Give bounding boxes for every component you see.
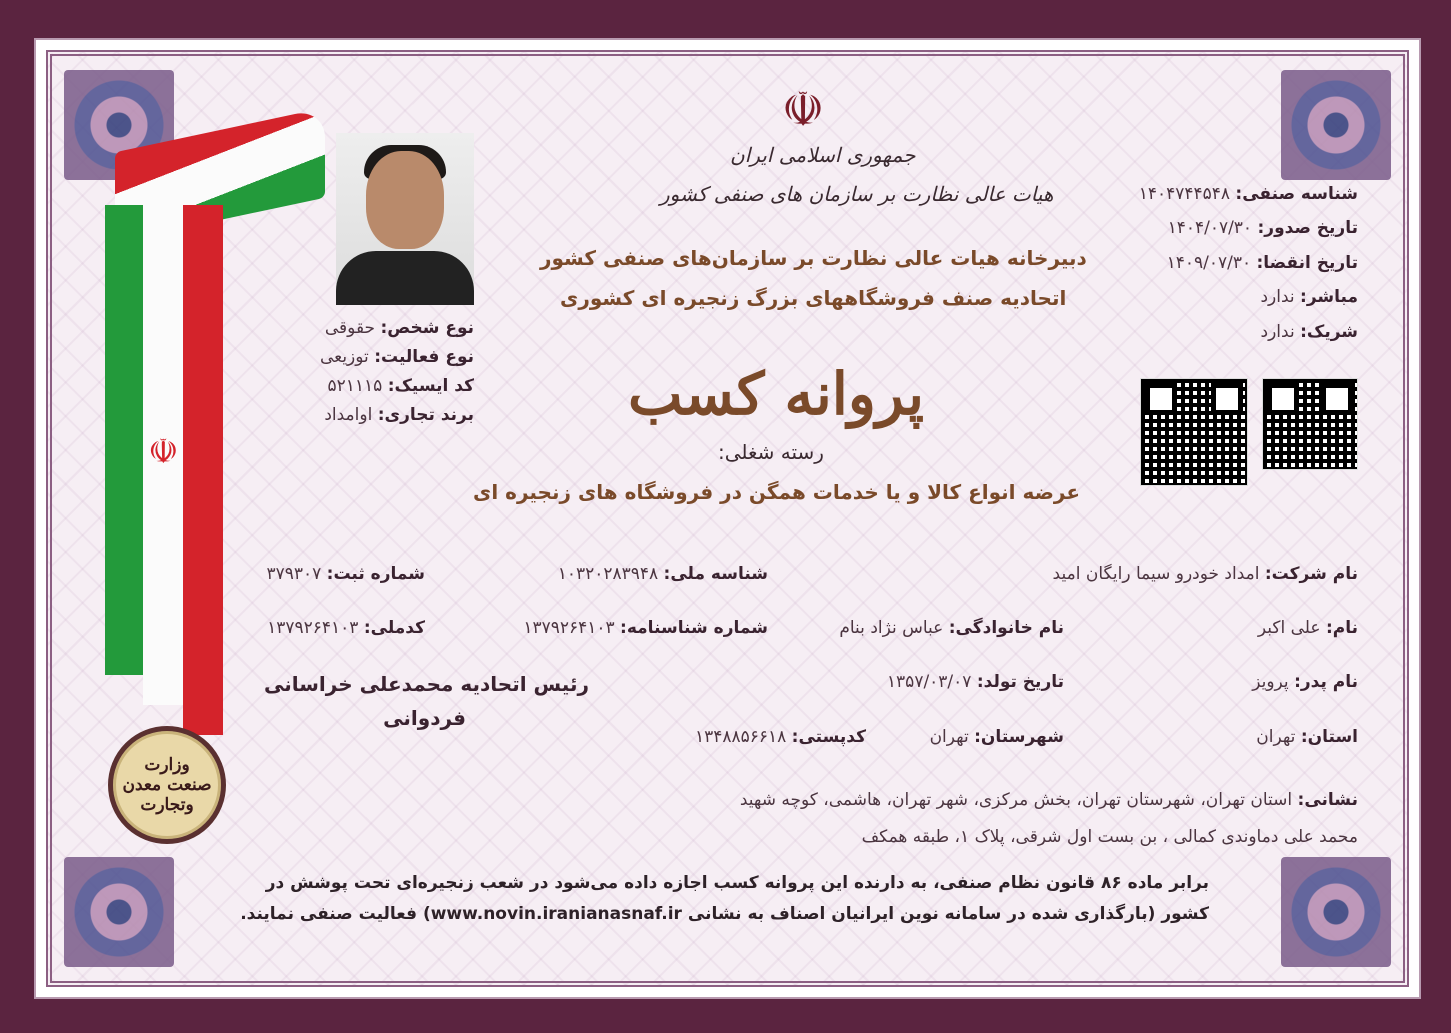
national-code-row: کدملی: ۱۳۷۹۲۶۴۱۰۳ (267, 618, 425, 638)
union-chief-name: رئیس اتحادیه محمدعلی خراسانی (264, 672, 589, 696)
company-name-row: نام شرکت: امداد خودرو سیما رایگان امید (1052, 564, 1358, 584)
council-title: هیات عالی نظارت بر سازمان های صنفی کشور (660, 182, 1054, 206)
ministry-seal: وزارت صنعت معدن وتجارت (108, 726, 226, 844)
legal-note: برابر ماده ۸۶ قانون نظام صنفی، به دارنده این پروانه کسب اجازه داده می‌شود در شعب زنجیره‌ای تحت پوشش در (265, 873, 1209, 893)
category-value: عرضه انواع کالا و یا خدمات همگن در فروشگاه های زنجیره ای (473, 480, 1081, 504)
corner-ornament (1281, 857, 1391, 967)
union-chief-name-cont: فردوانی (383, 706, 466, 730)
first-name-row: نام: علی اکبر (1257, 618, 1358, 638)
category-label: رسته شغلی: (718, 440, 824, 464)
issue-date-row: تاریخ صدور: ۱۴۰۴/۰۷/۳۰ (1167, 218, 1358, 238)
secretariat-title: دبیرخانه هیات عالی نظارت بر سازمان‌های صنفی کشور (540, 246, 1087, 270)
address-row: نشانی: استان تهران، شهرستان تهران، بخش مرکزی، شهر تهران، هاشمی، کوچه شهید (739, 790, 1358, 810)
activity-type-row: نوع فعالیت: توزیعی (319, 347, 474, 367)
republic-title: جمهوری اسلامی ایران (730, 143, 916, 167)
address-row-cont: محمد علی دماوندی کمالی ، بن بست اول شرقی، پلاک ۱، طبقه همکف (861, 827, 1358, 847)
province-row: استان: تهران (1256, 727, 1358, 747)
id-number-row: شماره شناسنامه: ۱۳۷۹۲۶۴۱۰۳ (523, 618, 768, 638)
isic-code-row: کد ایسیک: ۵۲۱۱۱۵ (327, 376, 474, 396)
expiry-date-row: تاریخ انقضا: ۱۴۰۹/۰۷/۳۰ (1166, 253, 1358, 273)
family-name-row: نام خانوادگی: عباس نژاد بنام (839, 618, 1064, 638)
holder-photo (336, 133, 474, 305)
guild-id-row: شناسه صنفی: ۱۴۰۴۷۴۴۵۴۸ (1138, 184, 1358, 204)
legal-note-cont: کشور (بارگذاری شده در سامانه نوین ایرانیان اصناف به نشانی www.novin.iranianasnaf.ir) فعالیت صنفی نمایند. (240, 904, 1209, 924)
father-name-row: نام پدر: پرویز (1252, 672, 1358, 692)
registration-number-row: شماره ثبت: ۳۷۹۳۰۷ (266, 564, 425, 584)
corner-ornament (64, 857, 174, 967)
birth-date-row: تاریخ تولد: ۱۳۵۷/۰۳/۰۷ (886, 672, 1064, 692)
qr-code[interactable] (1140, 378, 1248, 486)
manager-row: مباشر: ندارد (1260, 287, 1358, 307)
city-row: شهرستان: تهران (929, 727, 1064, 747)
corner-ornament (1281, 70, 1391, 180)
flag-emblem-icon: ☫ (148, 432, 179, 472)
national-id-row: شناسه ملی: ۱۰۳۲۰۲۸۳۹۴۸ (557, 564, 768, 584)
postal-code-row: کدپستی: ۱۳۴۸۸۵۶۶۱۸ (694, 727, 866, 747)
union-title: اتحادیه صنف فروشگاههای بزرگ زنجیره ای کشوری (560, 286, 1067, 310)
qr-code[interactable] (1262, 378, 1358, 470)
license-title: پروانه کسب (628, 360, 925, 428)
iran-emblem-icon: ☫ (781, 82, 825, 138)
person-type-row: نوع شخص: حقوقی (324, 318, 474, 338)
brand-row: برند تجاری: اوامداد (324, 405, 474, 425)
partner-row: شریک: ندارد (1260, 322, 1358, 342)
